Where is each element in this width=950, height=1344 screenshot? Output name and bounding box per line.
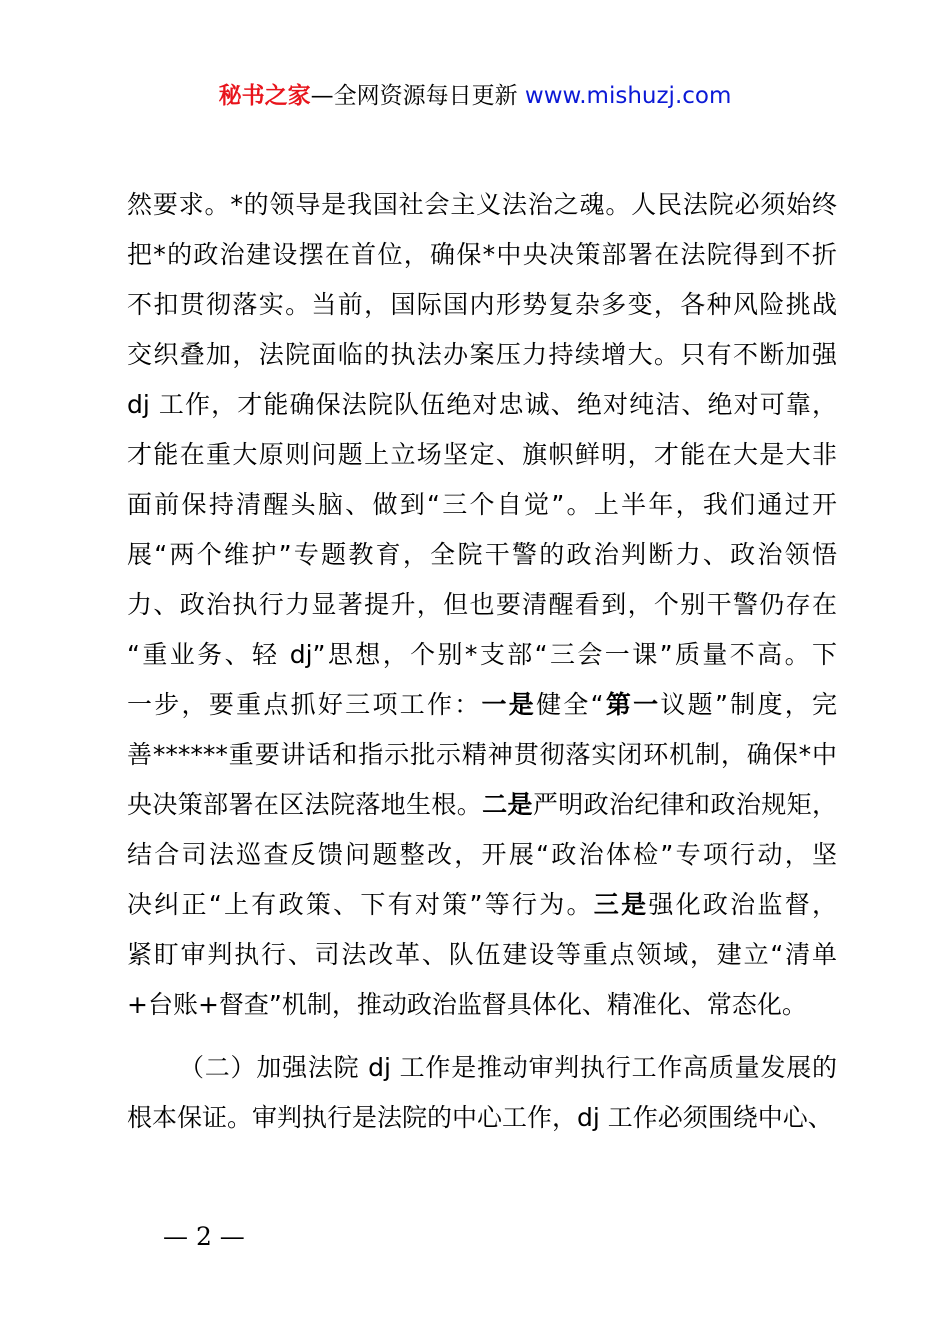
- bold-text: 第一: [603, 690, 661, 719]
- site-url: www.mishuzj.com: [524, 83, 732, 109]
- text-run: 把*的政治建设摆在首位，确保*中央决策部署在法院得到不折: [127, 240, 837, 269]
- paragraph-1: [127, 180, 837, 1030]
- paragraph-gap: [127, 1030, 837, 1043]
- text-run: 然要求。*的领导是我国社会主义法治之魂。人民法院必须始终: [127, 190, 837, 219]
- text-run: dj 工作，才能确保法院队伍绝对忠诚、绝对纯洁、绝对可靠，: [127, 390, 837, 419]
- text-line: [127, 1043, 837, 1093]
- text-line: [127, 180, 837, 230]
- site-banner: [0, 80, 950, 112]
- text-line: [127, 680, 837, 730]
- text-run: 强化政治监督，: [648, 890, 837, 919]
- text-line: [127, 280, 837, 330]
- text-line: [127, 1093, 837, 1143]
- text-run: 交织叠加，法院面临的执法办案压力持续增大。只有不断加强: [127, 340, 837, 369]
- text-run: 才能在重大原则问题上立场坚定、旗帜鲜明，才能在大是大非: [127, 440, 837, 469]
- text-line: [127, 380, 837, 430]
- text-line: [127, 480, 837, 530]
- text-run: 面前保持清醒头脑、做到“三个自觉”。上半年，我们通过开: [127, 490, 837, 519]
- text-run: 健全“: [536, 690, 604, 719]
- text-run: 议题”制度，完: [660, 690, 837, 719]
- text-run: 紧盯审判执行、司法改革、队伍建设等重点领域，建立“清单: [127, 940, 837, 969]
- text-run: +台账+督查”机制，推动政治监督具体化、精准化、常态化。: [127, 990, 807, 1019]
- text-run: 力、政治执行力显著提升，但也要清醒看到，个别干警仍存在: [127, 590, 837, 619]
- banner-tagline: —全网资源每日更新: [310, 83, 525, 109]
- bold-text: 二是: [482, 790, 533, 819]
- text-run: “重业务、轻 dj”思想，个别*支部“三会一课”质量不高。下: [127, 640, 837, 669]
- text-line: [127, 980, 837, 1030]
- paragraph-2: [127, 1043, 837, 1143]
- text-line: [127, 530, 837, 580]
- text-run: 展“两个维护”专题教育，全院干警的政治判断力、政治领悟: [127, 540, 837, 569]
- text-run: 善******重要讲话和指示批示精神贯彻落实闭环机制，确保*中: [127, 740, 837, 769]
- text-run: 央决策部署在区法院落地生根。: [127, 790, 483, 819]
- text-line: [127, 230, 837, 280]
- text-run: 严明政治纪律和政治规矩，: [532, 790, 837, 819]
- text-line: [127, 930, 837, 980]
- bold-text: 三是: [593, 890, 649, 919]
- text-line: [127, 630, 837, 680]
- brand-name: 秘书之家: [218, 83, 311, 109]
- page-number: — 2 —: [163, 1222, 245, 1251]
- text-run: 不扣贯彻落实。当前，国际国内形势复杂多变，各种风险挑战: [127, 290, 837, 319]
- text-run: 决纠正“上有政策、下有对策”等行为。: [127, 890, 594, 919]
- text-line: [127, 580, 837, 630]
- text-line: [127, 830, 837, 880]
- text-run: 根本保证。审判执行是法院的中心工作，dj 工作必须围绕中心、: [127, 1103, 833, 1132]
- text-line: [127, 430, 837, 480]
- text-run: （二）加强法院 dj 工作是推动审判执行工作高质量发展的: [179, 1053, 837, 1082]
- document-body: [127, 180, 837, 1143]
- text-run: 结合司法巡查反馈问题整改，开展“政治体检”专项行动，坚: [127, 840, 837, 869]
- bold-text: 一是: [481, 690, 537, 719]
- text-line: [127, 330, 837, 380]
- text-line: [127, 880, 837, 930]
- text-run: 一步，要重点抓好三项工作：: [127, 690, 482, 719]
- text-line: [127, 780, 837, 830]
- text-line: [127, 730, 837, 780]
